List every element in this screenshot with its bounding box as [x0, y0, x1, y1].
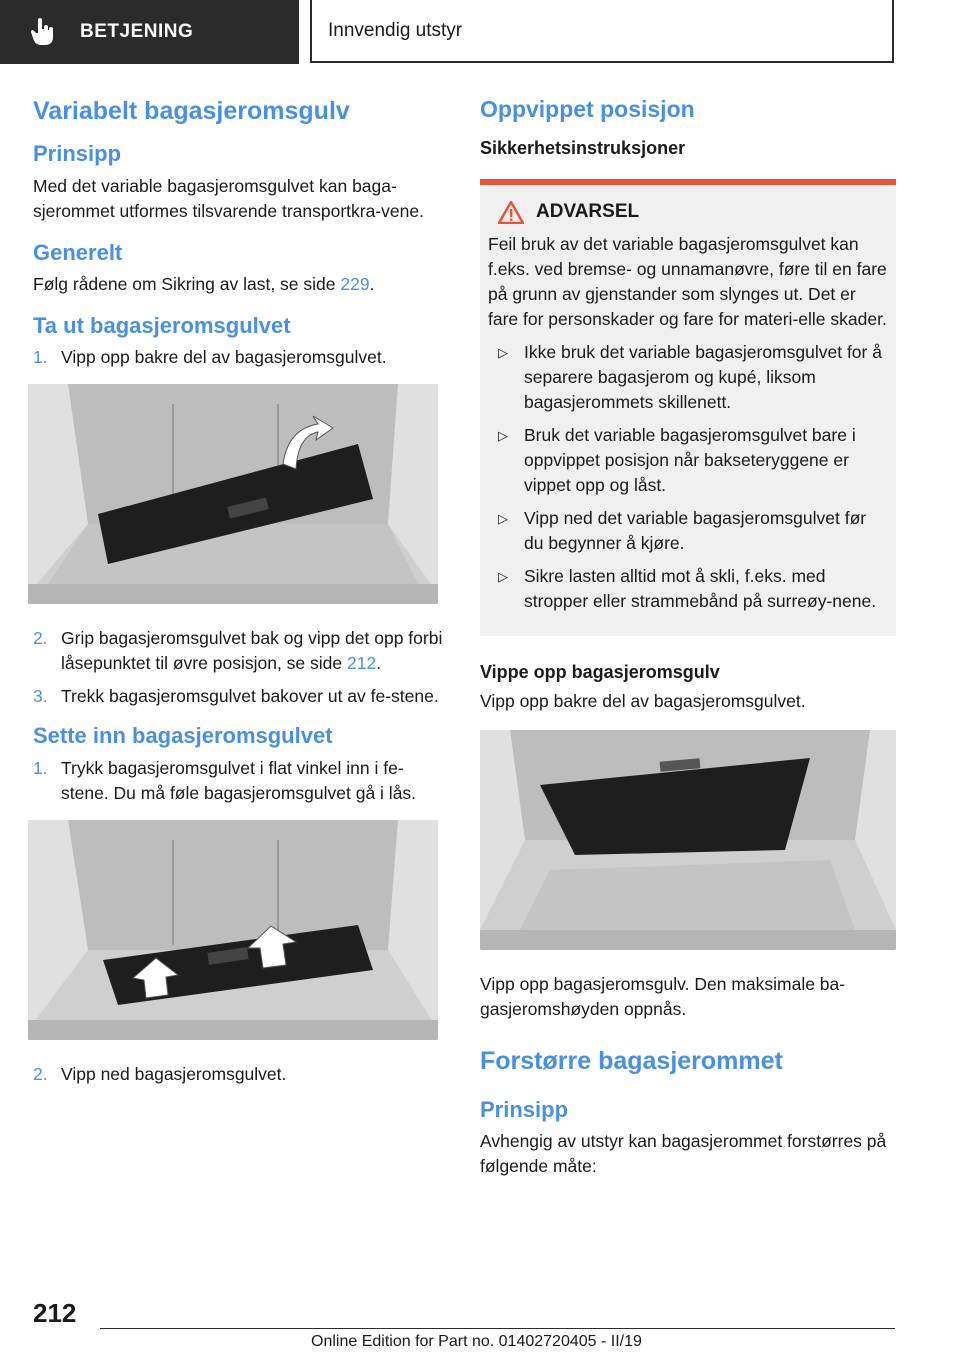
prinsipp-heading-right: Prinsipp	[480, 1096, 569, 1122]
warning-header	[488, 201, 888, 224]
chapter-header	[310, 0, 894, 63]
warning-triangle-icon	[498, 201, 524, 224]
hand-pointer-icon	[30, 12, 70, 52]
warning-box	[480, 185, 896, 636]
right-column	[480, 96, 896, 1195]
sette-inn-heading: Sette inn bagasjeromsgulvet	[33, 723, 333, 749]
list-item: 1. Trykk bagasjeromsgulvet i flat vinkel inn i fe-stene. Du må føle bagasjeromsgulvet gå i lås.	[33, 757, 417, 803]
warning-title: ADVARSEL	[536, 201, 640, 223]
vippe-opp-text: Vipp opp bakre del av bagasjeromsgulvet.	[480, 690, 806, 711]
generelt-heading: Generelt	[33, 239, 123, 265]
trunk-photo-raised	[480, 730, 896, 950]
list-item: ▷ Ikke bruk det variable bagasjeromsgulvet for å separere bagasjerom og kupé, liksom bagasjerommets skillenett.	[498, 341, 882, 412]
triangle-bullet-icon: ▷	[498, 510, 508, 526]
oppvippet-heading: Oppvippet posisjon	[480, 96, 695, 122]
vippe-opp-heading: Vippe opp bagasjeromsgulv	[480, 661, 720, 682]
chapter-title: Innvendig utstyr	[328, 19, 463, 41]
vippe-opp-caption: Vipp opp bagasjeromsgulv. Den maksimale ba-gasjeromshøyden oppnås.	[480, 973, 846, 1019]
list-item: 2. Grip bagasjeromsgulvet bak og vipp det opp forbi låsepunktet til øvre posisjon, se side 212.	[33, 628, 443, 674]
list-item: 1. Vipp opp bakre del av bagasjeromsgulvet.	[33, 347, 387, 368]
sette-inn-steps-cont	[33, 1062, 443, 1087]
ta-ut-steps-cont	[33, 626, 443, 709]
list-item: ▷ Vipp ned det variable bagasjeromsgulvet før du begynner å kjøre.	[498, 507, 867, 553]
page-link-212[interactable]: 212	[346, 653, 377, 674]
list-item: ▷ Sikre lasten alltid mot å skli, f.eks. med stropper eller strammebånd på surreøy-nene.	[498, 565, 877, 611]
warning-intro: Feil bruk av det variable bagasjeromsgulvet kan f.eks. ved bremse- og unnamanøvre, føre til en fare på grunn av gjenstander som slynges ut. Det er fare for personskader og fare for materi-elle skader.	[488, 233, 887, 329]
triangle-bullet-icon: ▷	[498, 427, 508, 443]
ta-ut-heading: Ta ut bagasjeromsgulvet	[33, 313, 291, 339]
trunk-photo-tilt-up	[28, 384, 438, 604]
page-link-229[interactable]: 229	[340, 274, 370, 295]
generelt-text: Følg rådene om Sikring av last, se side 229.	[33, 274, 375, 295]
left-column	[33, 96, 443, 1101]
prinsipp-text: Med det variable bagasjeromsgulvet kan baga-sjerommet utformes tilsvarende transportkra-vene.	[33, 175, 424, 221]
list-item: 2. Vipp ned bagasjeromsgulvet.	[33, 1063, 287, 1084]
edition-text: Online Edition for Part no. 01402720405 - II/19	[311, 1333, 642, 1350]
footer-divider	[100, 1328, 895, 1329]
sikkerhet-heading: Sikkerhetsinstruksjoner	[480, 137, 686, 158]
warning-bullets	[488, 340, 888, 614]
prinsipp-heading: Prinsipp	[33, 141, 122, 167]
section-tab[interactable]	[0, 0, 299, 64]
triangle-bullet-icon: ▷	[498, 568, 508, 584]
prinsipp-text-right: Avhengig av utstyr kan bagasjerommet forstørres på følgende måte:	[480, 1131, 887, 1177]
trunk-photo-insert	[28, 820, 438, 1040]
page-number: 212	[33, 1298, 77, 1328]
forstorre-heading: Forstørre bagasjerommet	[480, 1046, 783, 1075]
sette-inn-steps	[33, 756, 443, 806]
section-label: BETJENING	[80, 21, 194, 42]
list-item: ▷ Bruk det variable bagasjeromsgulvet bare i oppvippet posisjon når bakseteryggene er vippet opp og låst.	[498, 424, 856, 495]
ta-ut-steps	[33, 345, 443, 370]
page-title: Variabelt bagasjeromsgulv	[33, 97, 350, 125]
list-item: 3. Trekk bagasjeromsgulvet bakover ut av fe-stene.	[33, 686, 439, 707]
triangle-bullet-icon: ▷	[498, 344, 508, 360]
